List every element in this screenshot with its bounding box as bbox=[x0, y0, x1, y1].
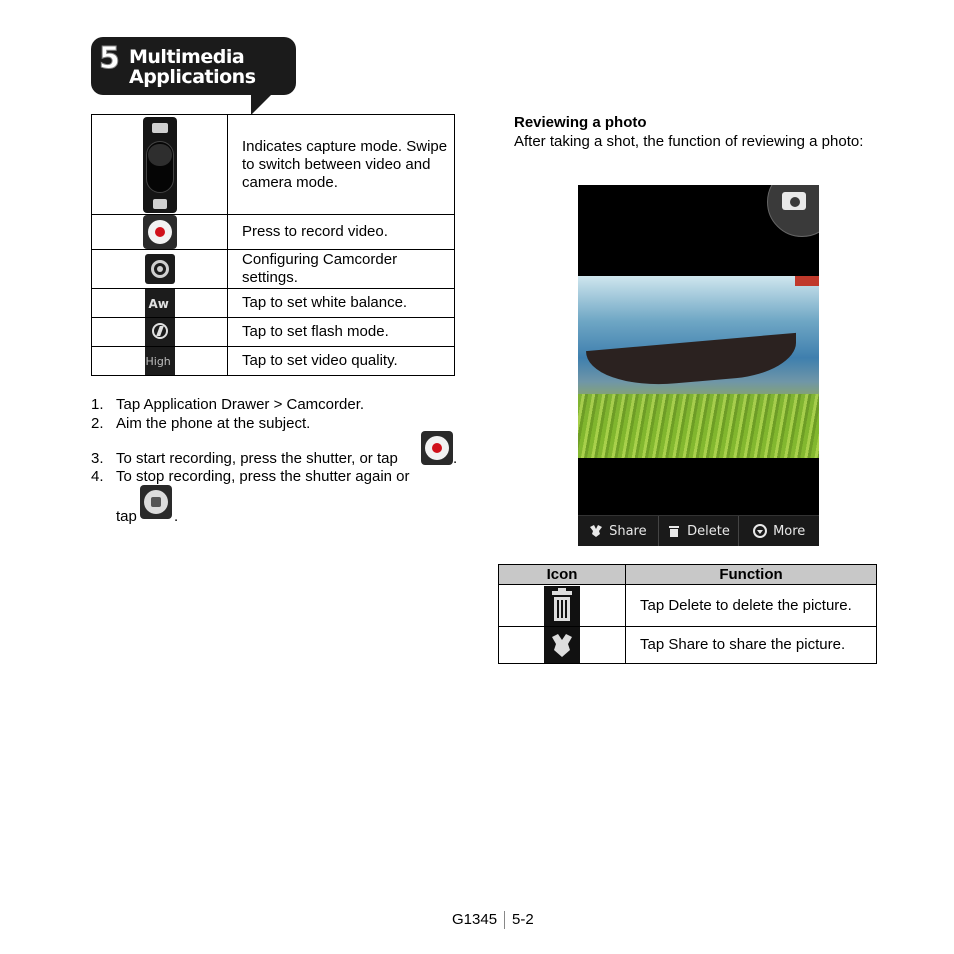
boat-image bbox=[586, 333, 796, 391]
white-balance-icon: Aw bbox=[145, 289, 175, 317]
camera-icon bbox=[782, 192, 806, 210]
badge-tail bbox=[251, 93, 273, 115]
flash-icon bbox=[145, 318, 175, 346]
action-bar bbox=[578, 515, 819, 546]
table-header-row bbox=[499, 565, 877, 585]
table-cell: Tap to set flash mode. bbox=[228, 318, 455, 347]
record-icon bbox=[421, 431, 453, 465]
table-cell: Configuring Camcorder settings. bbox=[228, 250, 455, 289]
share-icon bbox=[544, 627, 580, 663]
table-cell: Tap Share to share the picture. bbox=[626, 627, 877, 664]
table-header: Icon bbox=[499, 565, 626, 585]
section-heading: Reviewing a photo bbox=[514, 114, 647, 131]
share-button: Share bbox=[578, 516, 659, 546]
camcorder-icon-table bbox=[91, 114, 455, 376]
chapter-badge bbox=[91, 37, 296, 95]
page-number: 5-2 bbox=[512, 911, 534, 928]
table-cell: Tap to set white balance. bbox=[228, 289, 455, 318]
table-row bbox=[92, 250, 455, 289]
photo-preview bbox=[578, 276, 819, 458]
delete-button: Delete bbox=[659, 516, 740, 546]
camera-button bbox=[767, 185, 819, 237]
table-header: Function bbox=[626, 565, 877, 585]
table-cell: Tap Delete to delete the picture. bbox=[626, 585, 877, 627]
settings-icon bbox=[145, 254, 175, 284]
table-row bbox=[499, 627, 877, 664]
video-quality-icon: High bbox=[145, 347, 175, 375]
section-body: After taking a shot, the function of reviewing a photo: bbox=[514, 133, 864, 150]
more-icon bbox=[753, 524, 767, 538]
table-row bbox=[92, 215, 455, 250]
model-number: G1345 bbox=[452, 911, 498, 928]
capture-mode-switch-icon bbox=[143, 117, 177, 213]
trash-icon bbox=[667, 524, 681, 538]
table-row bbox=[92, 115, 455, 215]
stop-icon bbox=[140, 485, 172, 519]
record-icon bbox=[143, 215, 177, 249]
chapter-title: Multimedia Applications bbox=[129, 46, 256, 88]
table-row bbox=[92, 347, 455, 376]
more-button: More bbox=[739, 516, 819, 546]
function-table bbox=[498, 564, 877, 664]
table-cell: Tap to set video quality. bbox=[228, 347, 455, 376]
table-row bbox=[92, 318, 455, 347]
phone-screenshot bbox=[578, 185, 819, 546]
table-row bbox=[499, 585, 877, 627]
share-icon bbox=[589, 524, 603, 538]
page-footer bbox=[452, 911, 534, 929]
trash-icon bbox=[544, 586, 580, 626]
table-row bbox=[92, 289, 455, 318]
table-cell: Press to record video. bbox=[228, 215, 455, 250]
table-cell: Indicates capture mode. Swipe to switch between video and camera mode. bbox=[228, 115, 455, 215]
chapter-number: 5 bbox=[99, 41, 120, 76]
